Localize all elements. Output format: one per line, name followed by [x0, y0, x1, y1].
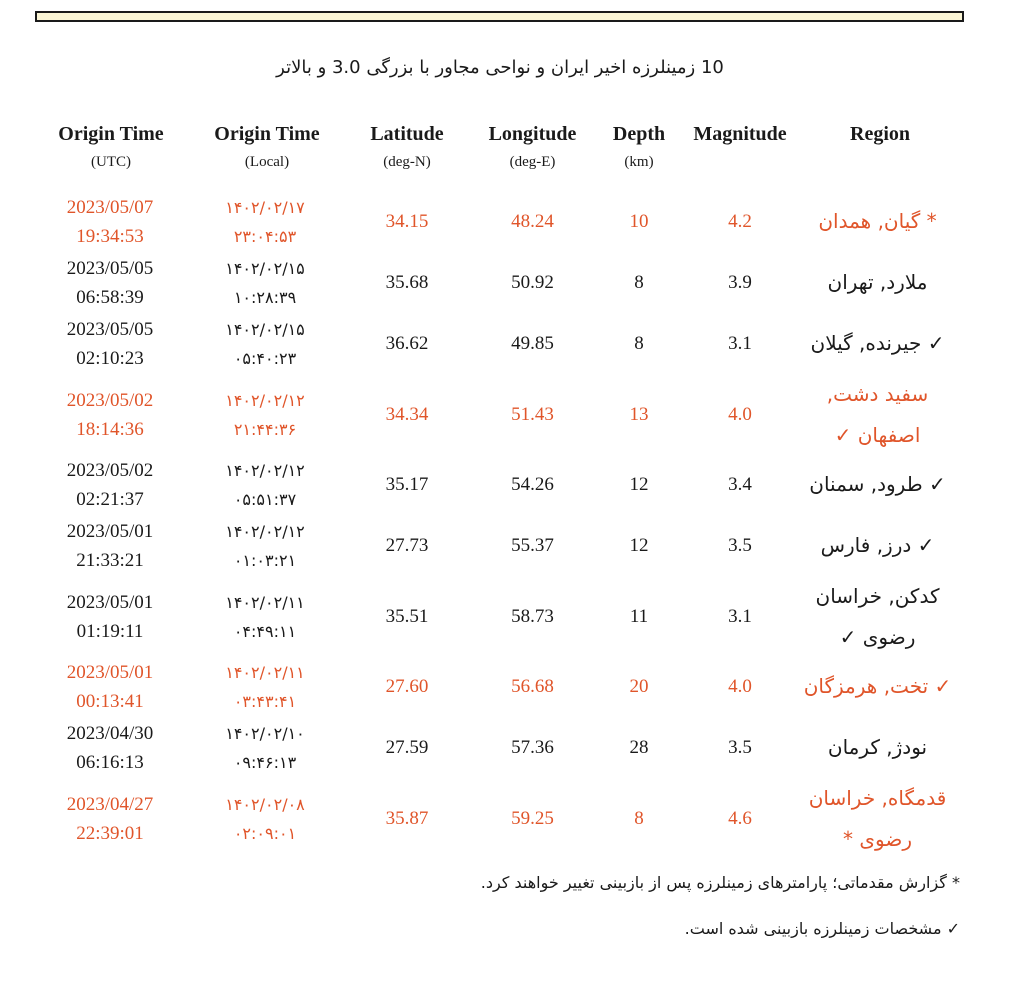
utc-time: 19:34:53	[76, 226, 144, 247]
top-border-bar	[35, 11, 964, 22]
region-line-1: ✓ تخت, هرمزگان	[803, 674, 952, 698]
header-label: Latitude	[370, 123, 444, 145]
utc-time-cell	[40, 315, 180, 373]
local-time: ۰۵:۴۰:۲۳	[233, 349, 297, 368]
header-label: Origin Time	[58, 123, 164, 145]
header-label: Depth	[612, 123, 666, 145]
local-time: ۲۱:۴۴:۳۶	[233, 420, 297, 439]
utc-date: 2023/05/05	[66, 319, 154, 340]
local-time: ۰۴:۴۹:۱۱	[233, 622, 297, 641]
longitude-cell: 58.73	[511, 606, 554, 627]
region-cell	[790, 374, 965, 456]
utc-time-cell	[40, 719, 180, 777]
header-depth	[600, 122, 678, 172]
depth-cell: 12	[629, 535, 649, 556]
local-date: ۱۴۰۲/۰۲/۱۷	[225, 198, 305, 217]
depth-cell: 8	[634, 272, 644, 293]
utc-time: 02:10:23	[76, 348, 144, 369]
header-unit: (deg-E)	[509, 154, 556, 170]
utc-time-cell	[40, 517, 180, 575]
magnitude-cell: 4.6	[728, 808, 752, 829]
longitude-cell: 55.37	[511, 535, 554, 556]
local-time-cell	[195, 386, 335, 444]
longitude-cell: 49.85	[511, 333, 554, 354]
region-cell	[790, 525, 965, 566]
latitude-cell: 35.17	[385, 474, 429, 495]
utc-time-cell	[40, 790, 180, 848]
depth-cell: 11	[629, 606, 649, 627]
longitude-cell: 59.25	[511, 808, 554, 829]
local-time-cell	[195, 790, 335, 848]
header-magnitude	[680, 122, 800, 152]
local-date: ۱۴۰۲/۰۲/۰۸	[225, 795, 305, 814]
region-cell	[790, 201, 965, 242]
utc-time: 06:58:39	[76, 287, 144, 308]
longitude-cell: 56.68	[511, 676, 554, 697]
page-title: 10 زمینلرزه اخیر ایران و نواحی مجاور با بزرگی 3.0 و بالاتر	[276, 57, 724, 78]
depth-cell: 20	[629, 676, 649, 697]
local-time-cell	[195, 658, 335, 716]
local-time: ۰۵:۵۱:۳۷	[233, 490, 297, 509]
local-time: ۰۹:۴۶:۱۳	[233, 753, 297, 772]
utc-date: 2023/04/30	[66, 723, 154, 744]
magnitude-cell: 3.9	[728, 272, 752, 293]
local-time-cell	[195, 517, 335, 575]
longitude-cell: 48.24	[511, 211, 554, 232]
local-time: ۲۳:۰۴:۵۳	[233, 227, 297, 246]
latitude-cell: 34.15	[385, 211, 429, 232]
region-line-1: ✓ درز, فارس	[820, 533, 935, 557]
region-line-2: رضوی *	[843, 827, 912, 851]
region-line-2: اصفهان ✓	[834, 423, 921, 447]
latitude-cell: 27.73	[385, 535, 429, 556]
latitude-cell: 34.34	[385, 404, 429, 425]
utc-time-cell	[40, 254, 180, 312]
local-time: ۰۳:۴۳:۴۱	[233, 692, 297, 711]
region-line-1: قدمگاه, خراسان	[808, 786, 947, 810]
local-time-cell	[195, 456, 335, 514]
utc-date: 2023/05/01	[66, 662, 154, 683]
header-local-time	[202, 122, 332, 172]
utc-time: 00:13:41	[76, 691, 144, 712]
magnitude-cell: 3.5	[728, 737, 752, 758]
magnitude-cell: 4.2	[728, 211, 752, 232]
utc-time-cell	[40, 456, 180, 514]
header-label: Origin Time	[214, 123, 320, 145]
longitude-cell: 54.26	[511, 474, 554, 495]
region-line-1: کدکن, خراسان	[815, 584, 940, 608]
local-date: ۱۴۰۲/۰۲/۱۰	[225, 724, 305, 743]
latitude-cell: 35.68	[385, 272, 429, 293]
latitude-cell: 27.60	[385, 676, 429, 697]
magnitude-cell: 4.0	[728, 404, 752, 425]
footnote-preliminary: * گزارش مقدماتی؛ پارامترهای زمینلرزه پس از بازبینی تغییر خواهند کرد.	[480, 873, 960, 892]
region-line-1: نودژ, کرمان	[827, 735, 928, 759]
region-cell	[790, 666, 965, 707]
utc-date: 2023/04/27	[66, 794, 154, 815]
depth-cell: 8	[634, 333, 644, 354]
depth-cell: 12	[629, 474, 649, 495]
depth-cell: 8	[634, 808, 644, 829]
local-date: ۱۴۰۲/۰۲/۱۱	[225, 663, 305, 682]
header-unit: (Local)	[244, 154, 290, 170]
local-time-cell	[195, 193, 335, 251]
footnote-reviewed: ✓ مشخصات زمینلرزه بازبینی شده است.	[684, 919, 960, 938]
local-date: ۱۴۰۲/۰۲/۱۲	[225, 391, 305, 410]
latitude-cell: 35.51	[385, 606, 429, 627]
header-label: Longitude	[488, 123, 577, 145]
header-unit: (UTC)	[91, 154, 131, 170]
region-cell	[790, 778, 965, 860]
magnitude-cell: 3.1	[728, 606, 752, 627]
header-label: Magnitude	[693, 123, 787, 145]
local-date: ۱۴۰۲/۰۲/۱۵	[225, 320, 305, 339]
region-cell	[790, 262, 965, 303]
local-time: ۰۲:۰۹:۰۱	[233, 824, 297, 843]
depth-cell: 13	[629, 404, 649, 425]
header-unit: (deg-N)	[383, 154, 431, 170]
header-region	[820, 122, 940, 152]
utc-date: 2023/05/07	[66, 197, 154, 218]
header-longitude	[475, 122, 590, 172]
local-date: ۱۴۰۲/۰۲/۱۱	[225, 593, 305, 612]
local-time: ۰۱:۰۳:۲۱	[233, 551, 297, 570]
latitude-cell: 36.62	[385, 333, 429, 354]
local-time-cell	[195, 588, 335, 646]
longitude-cell: 57.36	[511, 737, 554, 758]
header-utc-time	[50, 122, 172, 172]
region-line-1: * گیان, همدان	[818, 209, 937, 233]
header-latitude	[357, 122, 457, 172]
region-cell	[790, 323, 965, 364]
region-cell	[790, 576, 965, 658]
region-line-1: سفید دشت,	[826, 382, 929, 406]
utc-time: 21:33:21	[76, 550, 144, 571]
utc-date: 2023/05/01	[66, 521, 154, 542]
local-date: ۱۴۰۲/۰۲/۱۲	[225, 461, 305, 480]
local-time-cell	[195, 254, 335, 312]
header-label: Region	[850, 123, 910, 145]
latitude-cell: 35.87	[385, 808, 429, 829]
local-time: ۱۰:۲۸:۳۹	[233, 288, 297, 307]
utc-time: 18:14:36	[76, 419, 144, 440]
utc-time-cell	[40, 193, 180, 251]
utc-time: 02:21:37	[76, 489, 144, 510]
local-date: ۱۴۰۲/۰۲/۱۲	[225, 522, 305, 541]
utc-time: 22:39:01	[76, 823, 144, 844]
utc-time-cell	[40, 658, 180, 716]
utc-time: 01:19:11	[76, 621, 144, 642]
local-date: ۱۴۰۲/۰۲/۱۵	[225, 259, 305, 278]
utc-date: 2023/05/01	[66, 592, 154, 613]
magnitude-cell: 3.5	[728, 535, 752, 556]
magnitude-cell: 4.0	[728, 676, 752, 697]
region-line-1: ملارد, تهران	[827, 270, 928, 294]
utc-time-cell	[40, 386, 180, 444]
latitude-cell: 27.59	[385, 737, 429, 758]
header-unit: (km)	[624, 154, 654, 170]
region-line-1: ✓ جیرنده, گیلان	[810, 331, 945, 355]
longitude-cell: 51.43	[511, 404, 554, 425]
utc-date: 2023/05/02	[66, 390, 154, 411]
region-line-2: رضوی ✓	[839, 625, 916, 649]
local-time-cell	[195, 719, 335, 777]
region-cell	[790, 727, 965, 768]
utc-time-cell	[40, 588, 180, 646]
depth-cell: 28	[629, 737, 649, 758]
depth-cell: 10	[629, 211, 649, 232]
utc-date: 2023/05/05	[66, 258, 154, 279]
region-line-1: ✓ طرود, سمنان	[809, 472, 946, 496]
utc-date: 2023/05/02	[66, 460, 154, 481]
magnitude-cell: 3.4	[728, 474, 752, 495]
magnitude-cell: 3.1	[728, 333, 752, 354]
utc-time: 06:16:13	[76, 752, 144, 773]
longitude-cell: 50.92	[511, 272, 554, 293]
local-time-cell	[195, 315, 335, 373]
region-cell	[790, 464, 965, 505]
